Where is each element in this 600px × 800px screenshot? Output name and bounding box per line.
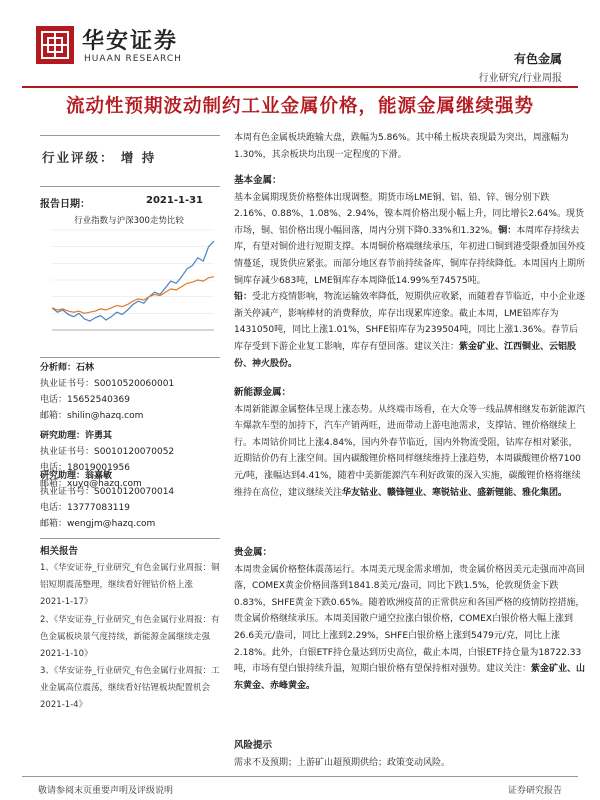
base-metals-section xyxy=(234,173,586,372)
risk-text: 需求不及预期；上游矿山超预期供给；政策变动风险。 xyxy=(234,757,451,768)
report-title: 流动性预期波动制约工业金属价格，能源金属继续强势 xyxy=(65,96,534,117)
chart-series-line xyxy=(52,277,214,314)
lead-text-block xyxy=(234,289,586,372)
report-header xyxy=(0,0,600,90)
assistant-phone: 电话：13777083119 xyxy=(40,503,130,513)
sector-label: 有色金属 xyxy=(513,52,562,66)
header-divider xyxy=(22,86,578,88)
lead-text: 受北方疫情影响，物流运输效率降低，短期供应收紧，而随着春节临近，中小企业逐渐关停减产，影响棒材的消费释放，库存出现累库迹象。截止本周，LME铅库存为1431050吨，同比上涨1.01%，SHFE铅库存为239504吨，同比上涨1.36%。春节后库存受到下游企业复工影响，库存有望回落。建议关注： xyxy=(234,292,586,352)
analyst-block xyxy=(40,360,174,424)
assistant-cert: 执业证书号：S0010120070052 xyxy=(40,447,175,457)
assistant-name: 研究助理：翁嘉敏 xyxy=(40,471,113,481)
base-metals-text xyxy=(234,190,586,290)
assistant-email[interactable]: 邮箱：xuyq@hazq.com xyxy=(40,479,142,489)
energy-recommendation: 华友钴业、赣锋锂业、寒锐钴业、盛新锂能、雅化集团。 xyxy=(342,487,568,498)
report-type: 行业研究/行业周报 xyxy=(478,73,562,84)
base-metals-body: 基本金属期现货价格整体出现调整。期货市场LME铜、铝、铅、锌、锡分别下跌2.16%、0.88%、1.08%、2.94%，镍本周价格出现小幅上升，同比增长2.64%。现货市场，铜、铝价格出现小幅回落，周内分别下降0.33%和1.32%。 xyxy=(234,192,584,236)
analyst-cert: 执业证书号：S0010520060001 xyxy=(40,379,175,389)
related-report-item[interactable]: 3、《华安证券_行业研究_有色金属行业周报：工业金属高位震荡，继续看好钴锂板块配置机会 2021-1-4》 xyxy=(40,666,220,710)
precious-metals-text: 本周贵金属价格整体震荡运行。本周美元现金需求增加，贵金属价格因美元走强而冲高回落，COMEX黄金价格回落到1841.8美元/盎司，同比下跌1.5%，伦敦现货金下跌0.83%，SHFE黄金下跌0.65%。随着欧洲疫苗的正常供应和各国严格的疫情防控措施，贵金属价格继续承压。本周美国散户通空拉涨白银价格，COMEX白银价格大幅上涨到26.6美元/盎司，同比上涨到2.29%，SHFE白银价格上涨到5479元/克，同比上涨2.18%。此外，白银ETF持仓量达到历史高位，截止本周，白银ETF持仓量为18722.33吨，市场有望白银持续升温，短期白银价格有望保持相对强势。建议关注： xyxy=(234,564,586,675)
footer-label: 证券研究报告 xyxy=(507,786,562,796)
precious-metals-title: 贵金属： xyxy=(234,547,273,558)
precious-metals-section xyxy=(234,545,586,694)
related-reports-title: 相关报告 xyxy=(40,546,79,557)
index-comparison-chart xyxy=(38,210,220,342)
risk-title: 风险提示 xyxy=(234,740,273,751)
brand-name-cn: 华安证券 xyxy=(82,28,179,54)
precious-metals-text-block xyxy=(234,562,586,695)
chart-series-line xyxy=(52,241,214,321)
assistant-cert: 执业证书号：S0010120070014 xyxy=(40,487,175,497)
risk-section xyxy=(234,738,586,771)
report-date: 2021-1-31 xyxy=(146,195,204,206)
analyst-name: 分析师：石林 xyxy=(40,363,95,373)
rating-divider-bottom xyxy=(40,186,220,187)
report-date-label: 报告日期： xyxy=(40,199,90,210)
chart-title: 行业指数与沪深300走势比较 xyxy=(74,216,184,226)
footer-disclaimer: 敬请参阅末页重要声明及评级说明 xyxy=(38,786,174,796)
assistant-block-2-content xyxy=(40,468,174,532)
industry-rating: 行业评级： 增 持 xyxy=(42,150,157,165)
lead-label: 铅： xyxy=(234,292,253,303)
energy-metals-text-block xyxy=(234,402,586,502)
huaan-logo-icon xyxy=(36,26,74,64)
energy-metals-title: 新能源金属： xyxy=(234,387,292,398)
rating-divider-top xyxy=(40,135,220,136)
intro-paragraph: 本周有色金属板块跑输大盘，跌幅为5.86%。其中稀土板块表现最为突出，周涨幅为1.30%，其余板块均出现一定程度的下滑。 xyxy=(234,133,569,160)
analyst-phone: 电话：15652540369 xyxy=(40,395,130,405)
energy-metals-text: 本周新能源金属整体呈现上涨态势。从终端市场看，在大众等一线品牌相继发布新能源汽车爆款车型的加持下，汽车产销两旺，进而带动上游电池需求，支撑钴、锂价格继续上行。本周钴价同比上涨4.84%，国内外春节临近，国内外物流受阻，钴库存相对紧张，近期钴价仍有上涨空间。国内碳酸锂价格同样继续维持上涨趋势，本周碳酸锂价格7100元/吨，涨幅达到4.41%，随着中美新能源汽车利好政策的深入实施，碳酸锂价格将继续维持在高位，建议继续关注 xyxy=(234,404,586,498)
energy-metals-section xyxy=(234,385,586,501)
precious-recommendation: 紫金矿业、山东黄金、赤峰黄金。 xyxy=(234,664,586,691)
lead-recommendation: 紫金矿业、江西铜业、云铝股份、神火股份。 xyxy=(234,341,577,369)
related-report-item[interactable]: 1、《华安证券_行业研究_有色金属行业周报：铜铝短期震荡整理，继续看好锂钴价格上涨 2021-1-17》 xyxy=(40,563,220,607)
footer-divider xyxy=(22,776,578,777)
assistant-email[interactable]: 邮箱：wengjm@hazq.com xyxy=(40,519,156,529)
related-report-item[interactable]: 2、《华安证券_行业研究_有色金属行业周报：有色金属板块景气度持续，新能源金属继续走强 2021-1-10》 xyxy=(40,615,220,659)
analyst-divider xyxy=(40,357,220,358)
assistant-name: 研究助理：许勇其 xyxy=(40,431,113,441)
assistant-phone: 电话：18019001956 xyxy=(40,463,130,473)
brand-name-en: HUAAN RESEARCH xyxy=(84,54,182,64)
base-metals-title: 基本金属： xyxy=(234,175,282,186)
copper-text: 本周库存持续去库，有望对铜价进行短期支撑。本周铜价格端继续承压，年初进口铜到港受限叠加国外疫情蔓延，现货供应紧张。而部分地区春节前持续备库，铜库存持续降低。本周国内上期所铜库存减少683吨，LME铜库存本周降低14.99%至74575吨。 xyxy=(234,225,586,286)
analyst-email[interactable]: 邮箱：shilin@hazq.com xyxy=(40,411,144,421)
chart-canvas xyxy=(38,226,220,344)
related-divider xyxy=(40,538,220,539)
copper-label: 铜： xyxy=(498,225,517,236)
